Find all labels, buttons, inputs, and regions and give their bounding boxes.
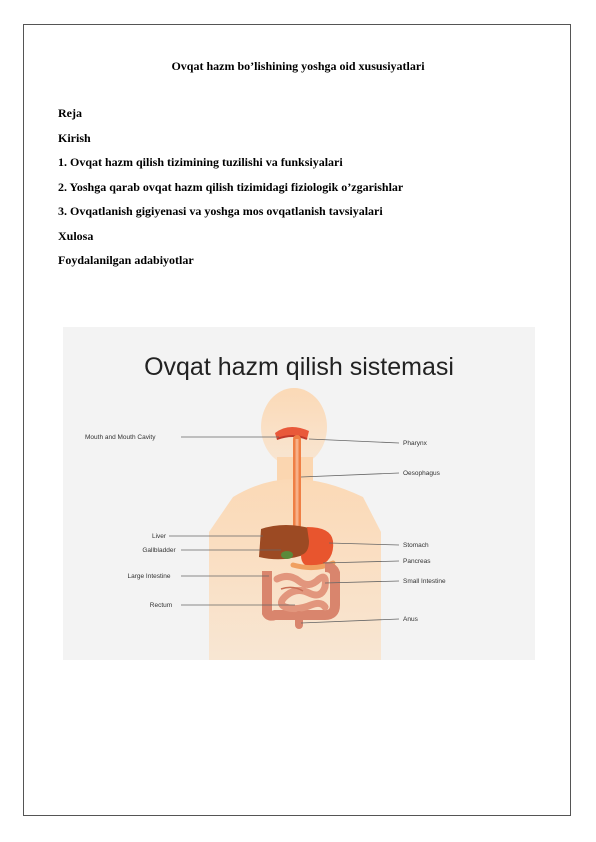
digestive-system-figure: [63, 327, 535, 660]
label-gallbladder: Gallbladder: [142, 547, 176, 554]
gallbladder-shape: [281, 551, 293, 559]
label-rectum: Rectum: [149, 602, 173, 609]
label-stomach: Stomach: [403, 542, 429, 549]
label-oesophagus: Oesophagus: [403, 470, 440, 477]
figure-heading: Ovqat hazm qilish sistemasi: [144, 353, 454, 381]
toc-item-reja: Reja: [58, 106, 82, 120]
toc-item-1: 1. Ovqat hazm qilish tizimining tuzilishi va funksiyalari: [58, 155, 343, 169]
table-of-contents: [58, 101, 403, 273]
toc-item-adabiyotlar: Foydalanilgan adabiyotlar: [58, 253, 194, 267]
toc-item-xulosa: Xulosa: [58, 228, 94, 243]
toc-item-3: 3. Ovqatlanish gigiyenasi va yoshga mos ovqatlanish tavsiyalari: [58, 204, 383, 218]
label-mouth: Mouth and Mouth Cavity: [85, 434, 156, 441]
label-pharynx: Pharynx: [403, 440, 427, 447]
label-anus: Anus: [403, 616, 418, 623]
label-liver: Liver: [151, 533, 167, 540]
toc-item-kirish: Kirish: [58, 130, 91, 145]
digestive-system-diagram: [63, 327, 535, 660]
label-large-intestine: Large Intestine: [127, 573, 171, 580]
label-pancreas: Pancreas: [403, 558, 431, 565]
document-title: Ovqat hazm bo’lishining yoshga oid xususiyatlari: [171, 59, 425, 73]
toc-item-2: 2. Yoshga qarab ovqat hazm qilish tizimidagi fiziologik o’zgarishlar: [58, 179, 404, 194]
label-small-intestine: Small Intestine: [403, 578, 446, 585]
